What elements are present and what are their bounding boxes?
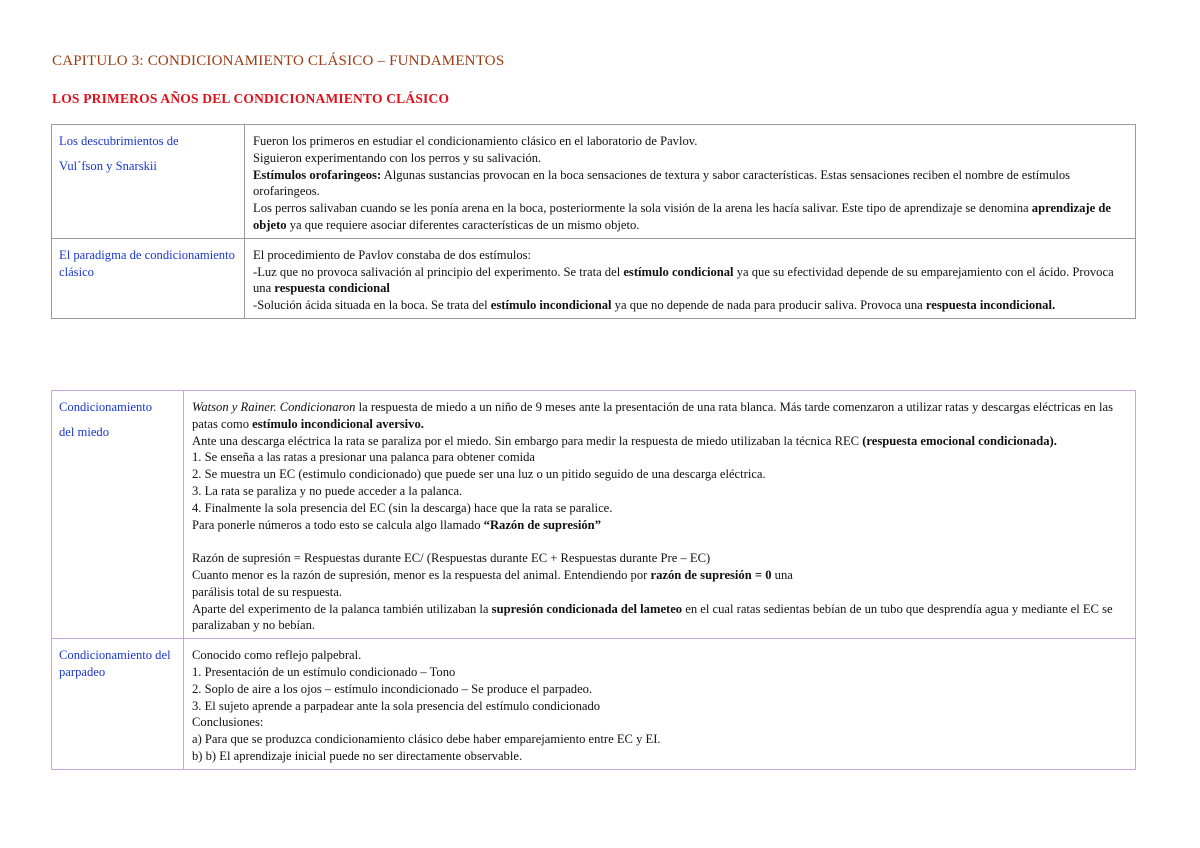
text-line: 3. El sujeto aprende a parpadear ante la sola presencia del estímulo condicionado	[192, 698, 601, 713]
row-content-cell	[245, 238, 1136, 318]
text-line: El procedimiento de Pavlov constaba de dos estímulos:	[253, 247, 532, 262]
row-label: del miedo	[59, 424, 110, 439]
text-line: b) b) El aprendizaje inicial puede no ser directamente observable.	[192, 748, 523, 763]
text-line: Para ponerle números a todo esto se calcula algo llamado “Razón de supresión”	[192, 517, 601, 532]
text-line: a) Para que se produzca condicionamiento clásico debe haber emparejamiento entre EC y EI.	[192, 732, 661, 747]
bold-term: estímulo incondicional aversivo.	[252, 416, 424, 431]
row-label: Condicionamiento del parpadeo	[59, 648, 171, 679]
text-line: 3. La rata se paraliza y no puede acceder a la palanca.	[192, 483, 463, 498]
bold-term: aprendizaje de objeto	[253, 201, 1111, 232]
text-line: Fueron los primeros en estudiar el condicionamiento clásico en el laboratorio de Pavlov.	[253, 134, 698, 148]
text-line: Cuanto menor es la razón de supresión, menor es la respuesta del animal. Entendiendo por razón de supresión = 0 una	[192, 567, 793, 582]
table-row	[52, 391, 1136, 639]
text-line: Conclusiones:	[192, 715, 264, 730]
bold-term: razón de supresión = 0	[650, 567, 772, 582]
bold-term: respuesta incondicional.	[925, 298, 1056, 313]
conditioning-types-table	[51, 390, 1136, 770]
text-line: 1. Presentación de un estímulo condicionado – Tono	[192, 664, 456, 679]
row-content-cell	[184, 391, 1136, 639]
chapter-heading: CAPITULO 3: CONDICIONAMIENTO CLÁSICO – FUNDAMENTOS	[52, 53, 505, 69]
text-line: Estímulos orofaringeos: Algunas sustancias provocan en la boca sensaciones de textura y sabor características. Estas sensaciones reciben el nombre de estímulos orofaringeos.	[253, 167, 1071, 199]
row-label-cell	[52, 125, 245, 239]
text-line: Aparte del experimento de la palanca también utilizaban la supresión condicionada del lameteo en el cual ratas sedientas bebían de un tubo que desprendía agua y mediante el EC se paralizaban y no bebían.	[192, 601, 1113, 633]
text-line: Los perros salivaban cuando se les ponía arena en la boca, posteriormente la sola visión de la arena les hacía salivar. Este tipo de aprendizaje se denomina aprendizaje de objeto ya que requiere asociar diferentes características de un mismo objeto.	[253, 201, 1111, 232]
text-line: Siguieron experimentando con los perros y su salivación.	[253, 150, 542, 165]
text-line: 1. Se enseña a las ratas a presionar una palanca para obtener comida	[192, 450, 536, 465]
row-label: El paradigma de condicionamiento clásico	[59, 247, 235, 279]
section-heading: LOS PRIMEROS AÑOS DEL CONDICIONAMIENTO CLÁSICO	[52, 91, 450, 106]
text-line: Conocido como reflejo palpebral.	[192, 648, 362, 663]
row-label-cell	[52, 391, 184, 639]
row-label-cell	[52, 238, 245, 318]
early-years-table	[51, 124, 1136, 319]
bold-term: supresión condicionada del lameteo	[491, 601, 683, 616]
bold-term: estímulo incondicional	[490, 298, 612, 313]
bold-term: Estímulos orofaringeos:	[253, 167, 382, 182]
text-line: 2. Soplo de aire a los ojos – estímulo incondicionado – Se produce el parpadeo.	[192, 681, 593, 696]
bold-term: (respuesta emocional condicionada).	[862, 433, 1057, 448]
bold-term: “Razón de supresión”	[483, 517, 601, 532]
bold-term: estímulo condicional	[623, 264, 734, 279]
table-row	[52, 639, 1136, 770]
row-label: Condicionamiento	[59, 400, 153, 414]
bold-term: respuesta condicional	[274, 281, 390, 296]
row-label: Vul´fson y Snarskii	[59, 158, 157, 173]
row-content-cell	[245, 125, 1136, 239]
text-line: -Solución ácida situada en la boca. Se trata del estímulo incondicional ya que no depende de nada para producir saliva. Provoca una respuesta incondicional.	[253, 298, 1056, 313]
table-row	[52, 125, 1136, 239]
text-line: 4. Finalmente la sola presencia del EC (sin la descarga) hace que la rata se paralice.	[192, 500, 613, 515]
text-line: parálisis total de su respuesta.	[192, 584, 343, 599]
row-content-cell	[184, 639, 1136, 770]
text-line: 2. Se muestra un EC (estimulo condicionado) que puede ser una luz o un pitido seguido de una descarga eléctrica.	[192, 467, 766, 482]
row-label-cell	[52, 639, 184, 770]
text-line: Ante una descarga eléctrica la rata se paraliza por el miedo. Sin embargo para medir la respuesta de miedo utilizaban la técnica REC (respuesta emocional condicionada).	[192, 433, 1057, 448]
formula-line: Razón de supresión = Respuestas durante EC/ (Respuestas durante EC + Respuestas durante Pre – EC)	[192, 551, 711, 566]
text-line: Watson y Rainer. Condicionaron la respuesta de miedo a un niño de 9 meses ante la presentación de una rata blanca. Más tarde comenzaron a utilizar ratas y descargas eléctricas en las patas como estímulo incondicional aversivo.	[192, 400, 1113, 431]
row-label: Los descubrimientos de	[59, 134, 179, 148]
table-row	[52, 238, 1136, 318]
text-line: -Luz que no provoca salivación al principio del experimento. Se trata del estímulo condicional ya que su efectividad depende de su emparejamiento con el ácido. Provoca una respuesta condicional	[253, 264, 1114, 296]
italic-authors: Watson y Rainer. Condicionaron	[192, 400, 356, 414]
